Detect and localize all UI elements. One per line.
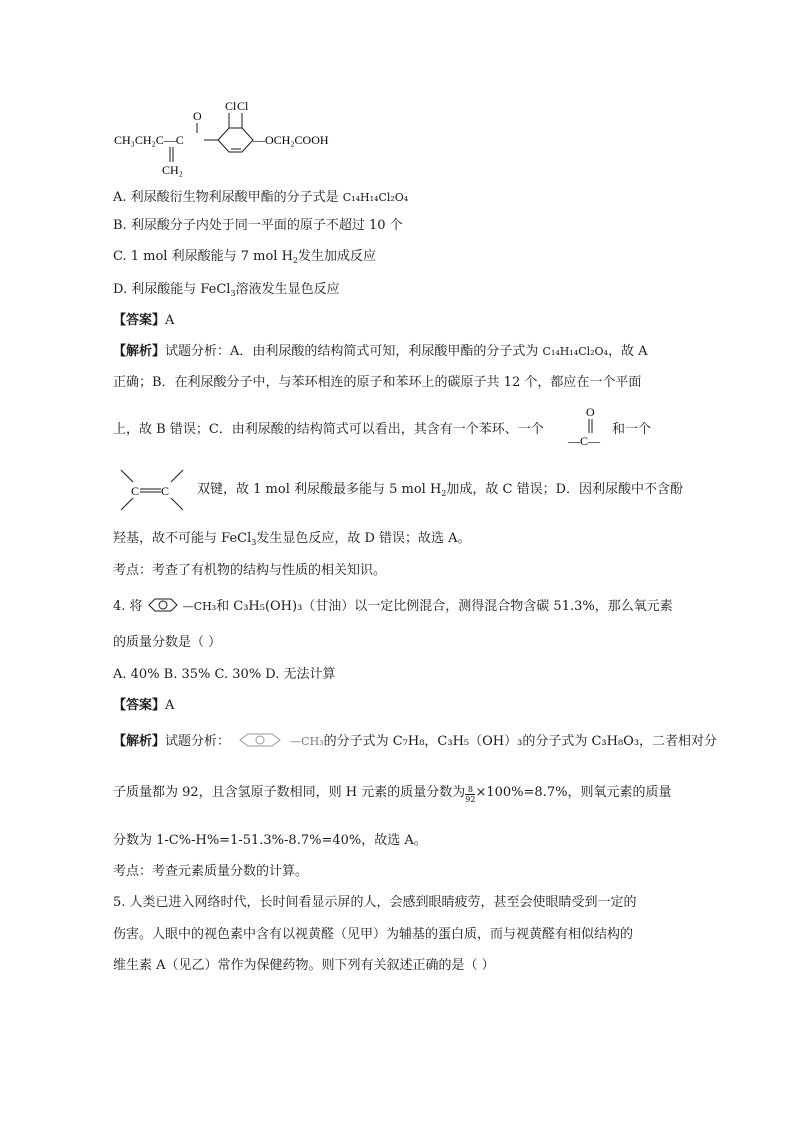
analysis-tag: 【解析】 bbox=[113, 344, 166, 359]
alkene-bond bbox=[171, 470, 183, 482]
answer-tag: 【答案】 bbox=[113, 313, 166, 328]
carbonyl-structure bbox=[566, 403, 616, 453]
right-group-label: —OCH₂COOH bbox=[253, 133, 329, 147]
benzene-ring bbox=[218, 128, 253, 152]
chlorine-label-1: Cl bbox=[225, 99, 237, 113]
analysis-text: 发生显色反应，故 D 错误；故选 A。 bbox=[256, 531, 471, 546]
alkene-bond bbox=[171, 498, 183, 510]
alkene-structure bbox=[113, 466, 193, 514]
answer-tag: 【答案】 bbox=[113, 698, 166, 713]
option-d bbox=[113, 280, 340, 304]
q4-stem-line-2: 的质量分数是（ ） bbox=[113, 635, 222, 650]
q4-options: A. 40% B. 35% C. 30% D. 无法计算 bbox=[113, 667, 336, 682]
option-d-post: 溶液发生显色反应 bbox=[235, 282, 340, 297]
q3-analysis-line-3-end: 和一个 bbox=[612, 422, 652, 437]
q4-stem-text: 4. 将 bbox=[113, 599, 143, 614]
carbonyl-carbon-label: —C— bbox=[568, 434, 601, 448]
q3-analysis-line-5 bbox=[113, 529, 471, 553]
carbonyl-oxygen-label: O bbox=[586, 405, 595, 419]
option-a bbox=[113, 188, 408, 208]
answer-value: A bbox=[165, 698, 175, 713]
analysis-text: 羟基，故不可能与 FeCl bbox=[113, 531, 252, 546]
ethacrynic-acid-structure bbox=[110, 95, 370, 180]
chlorine-label-2: Cl bbox=[237, 99, 249, 113]
option-d-sub: 3 bbox=[230, 289, 236, 298]
option-c-sub: 2 bbox=[292, 256, 299, 265]
analysis-text: ×100%=8.7%，则氧元素的质量 bbox=[475, 785, 672, 800]
q4-kaodian: 考点：考查元素质量分数的计算。 bbox=[113, 864, 309, 879]
fraction-numerator: 8 bbox=[467, 785, 473, 794]
q4-answer bbox=[113, 696, 174, 716]
analysis-text: 试题分析： bbox=[165, 734, 231, 749]
toluene-ch3-label: —CH₃ bbox=[182, 600, 217, 613]
ketone-oxygen-label: O bbox=[193, 109, 202, 123]
q3-analysis-line-1 bbox=[113, 342, 648, 362]
q5-line-3: 维生素 A（见乙）常作为保健药物。则下列有关叙述正确的是（ ） bbox=[113, 958, 495, 973]
option-c-post: 发生加成反应 bbox=[298, 249, 377, 264]
analysis-sub: 3 bbox=[251, 538, 257, 547]
analysis-tag: 【解析】 bbox=[113, 734, 166, 749]
option-c-pre: C. 1 mol 利尿酸能与 7 mol H bbox=[113, 249, 293, 264]
toluene-ch3-label: —CH₃ bbox=[290, 735, 324, 748]
q5-line-1: 5. 人类已进入网络时代，长时间看显示屏的人，会感到眼睛疲劳，甚至会使眼睛受到一定的 bbox=[113, 895, 637, 910]
alkene-carbon-1: C bbox=[131, 484, 140, 498]
analysis-formula: C₁₄H₁₄Cl₂O₄ bbox=[542, 345, 608, 358]
q4-analysis-line-3: 分数为 1-C%-H%=1-51.3%-8.7%=40%，故选 A。 bbox=[113, 833, 427, 848]
q3-analysis-line-3 bbox=[113, 420, 544, 440]
fraction bbox=[465, 785, 475, 804]
option-a-text: A. 利尿酸衍生物利尿酸甲酯的分子式是 bbox=[113, 190, 343, 205]
option-d-pre: D. 利尿酸能与 FeCl bbox=[113, 282, 231, 297]
analysis-text: 试题分析：A．由利尿酸的结构简式可知，利尿酸甲酯的分子式为 bbox=[165, 344, 543, 359]
analysis-text: 加成，故 C 错误；D．因利尿酸中不含酚 bbox=[446, 482, 684, 497]
toluene-ring-icon bbox=[147, 597, 183, 613]
analysis-text: 双键，故 1 mol 利尿酸最多能与 5 mol H bbox=[197, 482, 442, 497]
answer-value: A bbox=[165, 313, 175, 328]
option-b: B. 利尿酸分子内处于同一平面的原子不超过 10 个 bbox=[113, 218, 403, 233]
q3-answer bbox=[113, 311, 174, 331]
q3-analysis-line-4 bbox=[197, 480, 683, 504]
option-a-formula: C₁₄H₁₄Cl₂O₄ bbox=[342, 191, 409, 204]
left-chain-label: CH₃CH₂C—C bbox=[114, 133, 184, 147]
alkene-bond bbox=[121, 498, 133, 510]
q3-analysis-line-2: 正确；B．在利尿酸分子中，与苯环相连的原子和苯环上的碳原子共 12 个，都应在一个平面 bbox=[113, 375, 642, 390]
q5-line-2: 伤害。人眼中的视色素中含有以视黄醛（见甲）为辅基的蛋白质，而与视黄醛有相似结构的 bbox=[113, 927, 634, 942]
analysis-text: 的分子式为 C₇H₈，C₃H₅（OH）₃的分子式为 C₃H₈O₃，二者相对分 bbox=[323, 734, 718, 749]
analysis-text: 上，故 B 错误；C．由利尿酸的结构简式可以看出，其含有一个苯环、一个 bbox=[113, 422, 544, 437]
q4-stem-line-1 bbox=[113, 597, 673, 617]
ch2-label: CH₂ bbox=[162, 163, 183, 177]
analysis-sub: 2 bbox=[441, 489, 447, 498]
q4-analysis-line-2 bbox=[113, 783, 671, 804]
q3-kaodian: 考点：考查了有机物的结构与性质的相关知识。 bbox=[113, 563, 387, 578]
option-c bbox=[113, 247, 376, 271]
analysis-text: ，故 A bbox=[607, 344, 648, 359]
toluene-ring-icon-small bbox=[234, 732, 290, 748]
q4-stem-text: 和 C₃H₅(OH)₃（甘油）以一定比例混合，测得混合物含碳 51.3%，那么氧元素 bbox=[216, 599, 673, 614]
alkene-bond bbox=[121, 470, 133, 482]
analysis-text: 子质量都为 92，且含氢原子数相同，则 H 元素的质量分数为 bbox=[113, 785, 466, 800]
alkene-carbon-2: C bbox=[161, 484, 170, 498]
fraction-denominator: 92 bbox=[465, 795, 476, 804]
q4-analysis-line-1 bbox=[113, 732, 717, 752]
